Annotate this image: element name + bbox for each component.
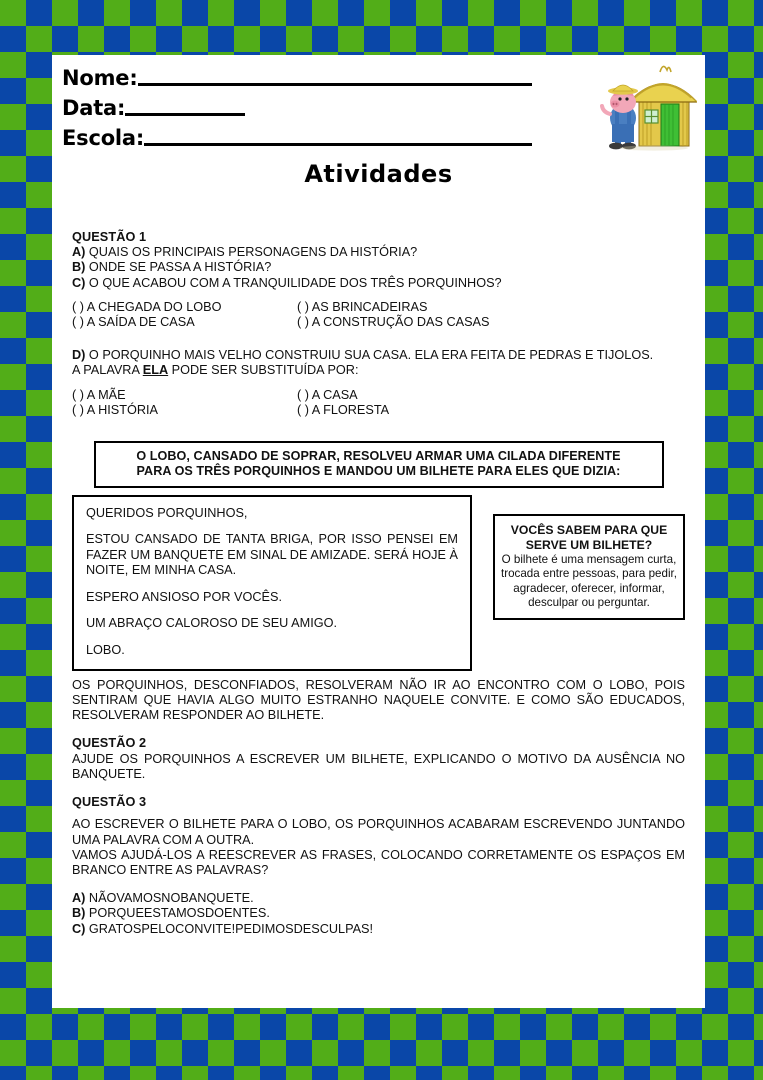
field-row-nome [62,60,532,90]
aside-title-line-2: SERVE UM BILHETE? [525,537,653,552]
q3-item-b-text: PORQUEESTAMOSDOENTES. [88,906,270,921]
announcement-box [94,441,664,488]
q3-item-b-letter: B) [72,906,86,921]
q3-item-a-letter: A) [72,891,86,906]
item-c-letter: C) [72,275,86,290]
prompt-after: PODE SER SUBSTITUÍDA POR: [168,363,359,378]
option-as-brincadeiras[interactable]: ( ) AS BRINCADEIRAS [297,299,428,314]
prompt-word-ela: ELA [142,363,169,378]
options-column-right [297,300,557,330]
questao1-heading: QUESTÃO 1 [72,230,147,244]
questao1-item-c [72,276,685,291]
field-row-escola [62,120,532,150]
letter-greeting: QUERIDOS PORQUINHOS, [86,506,248,521]
item-d-letter: D) [72,348,86,363]
letter-body-3: UM ABRAÇO CALOROSO DE SEU AMIGO. [86,616,337,631]
field-row-data [62,90,532,120]
questao2-text: AJUDE OS PORQUINHOS A ESCREVER UM BILHETE, EXPLICANDO O MOTIVO DA AUSÊNCIA NO BANQUETE. [72,751,685,781]
nome-input-line[interactable] [138,83,532,86]
questao1-item-a [72,245,685,260]
item-b-letter: B) [72,260,86,275]
worksheet-content [72,230,685,937]
option-saida-de-casa[interactable]: ( ) A SAÍDA DE CASA [72,315,195,330]
questao2-heading: QUESTÃO 2 [72,736,147,751]
escola-label: Escola: [62,126,145,150]
page-title: Atividades [304,160,453,188]
option-a-floresta[interactable]: ( ) A FLORESTA [297,402,390,417]
nome-label: Nome: [62,66,138,90]
q3-item-c-letter: C) [72,921,86,936]
questao3-text-2: VAMOS AJUDÁ-LOS A REESCREVER AS FRASES, COLOCANDO CORRETAMENTE OS ESPAÇOS EM BRANCO ENTRE AS PALAVRAS? [72,847,685,877]
questao1-item-d [72,348,685,363]
questao3-item-b [72,906,685,921]
item-a-letter: A) [72,245,86,260]
d-options-column-left [72,388,297,418]
item-b-text: ONDE SE PASSA A HISTÓRIA? [88,260,272,275]
item-a-text: QUAIS OS PRINCIPAIS PERSONAGENS DA HISTÓRIA? [88,245,418,260]
questao3-text-1: AO ESCREVER O BILHETE PARA O LOBO, OS PORQUINHOS ACABARAM ESCREVENDO JUNTANDO UMA PALAVRA COM A OUTRA. [72,817,685,847]
narration-paragraph: OS PORQUINHOS, DESCONFIADOS, RESOLVERAM NÃO IR AO ENCONTRO COM O LOBO, POIS SENTIRAM QUE HAVIA ALGO MUITO ESTRANHO NAQUELE CONVITE. E COMO SÃO EDUCADOS, RESOLVERAM RESPONDER AO BILHETE. [72,677,685,723]
wolf-letter-box [72,495,472,671]
option-chegada-do-lobo[interactable]: ( ) A CHEGADA DO LOBO [72,299,222,314]
data-label: Data: [62,96,126,120]
aside-wrapper [472,495,685,620]
letter-body-2: ESPERO ANSIOSO POR VOCÊS. [86,589,283,604]
announcement-line-1: O LOBO, CANSADO DE SOPRAR, RESOLVEU ARMAR UMA CILADA DIFERENTE [136,449,621,464]
option-a-mae[interactable]: ( ) A MÃE [72,387,126,402]
questao3-item-a [72,891,685,906]
q3-item-c-text: GRATOSPELOCONVITE!PEDIMOSDESCULPAS! [88,921,374,936]
worksheet-paper [52,55,705,1008]
aside-body-text: O bilhete é uma mensagem curta, trocada entre pessoas, para pedir, agradecer, oferecer, informar, desculpar ou perguntar. [501,553,677,609]
aside-title-line-1: VOCÊS SABEM PARA QUE [510,523,668,538]
options-column-left [72,300,297,330]
questao1-item-b [72,260,685,275]
announcement-line-2: PARA OS TRÊS PORQUINHOS E MANDOU UM BILHETE PARA ELES QUE DIZIA: [136,464,621,479]
q3-item-a-text: NÃOVAMOSNOBANQUETE. [88,891,254,906]
prompt-before: A PALAVRA [72,363,143,378]
questao1-d-options [72,388,685,418]
escola-input-line[interactable] [144,143,532,146]
item-c-text: O QUE ACABOU COM A TRANQUILIDADE DOS TRÊS PORQUINHOS? [88,275,502,290]
letter-signature: LOBO. [86,643,125,658]
option-a-historia[interactable]: ( ) A HISTÓRIA [72,402,159,417]
questao3-item-c [72,922,685,937]
questao3-heading: QUESTÃO 3 [72,795,147,810]
pig-and-straw-house-icon [599,60,697,152]
questao1-c-options [72,300,685,330]
bilhete-info-box [493,514,685,620]
d-options-column-right [297,388,557,418]
questao1-item-d-prompt [72,363,685,378]
item-d-text: O PORQUINHO MAIS VELHO CONSTRUIU SUA CASA. ELA ERA FEITA DE PEDRAS E TIJOLOS. [88,348,654,363]
letter-body-1: ESTOU CANSADO DE TANTA BRIGA, POR ISSO PENSEI EM FAZER UM BANQUETE EM SINAL DE AMIZADE. SERÁ HOJE À NOITE, EM MINHA CASA. [86,532,458,578]
data-input-line[interactable] [125,113,245,116]
option-a-casa[interactable]: ( ) A CASA [297,387,358,402]
student-info-fields [62,60,532,150]
option-construcao-das-casas[interactable]: ( ) A CONSTRUÇÃO DAS CASAS [297,315,490,330]
letter-and-aside-row [72,495,685,671]
